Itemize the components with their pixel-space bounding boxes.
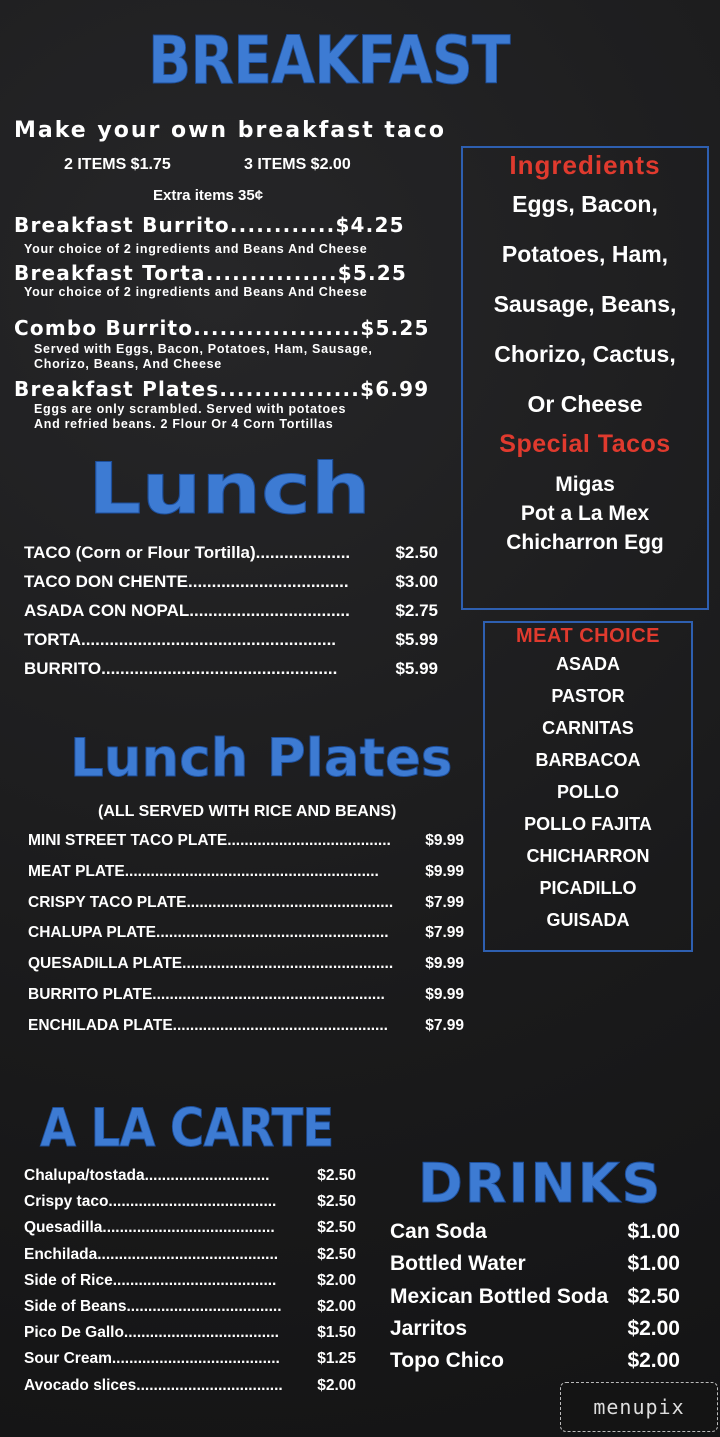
lunch-item: TACO (Corn or Flour Tortilla).................... $2.50 (24, 543, 438, 562)
special-tacos-title: Special Tacos (499, 430, 671, 458)
ingredient-line: Eggs, Bacon, (512, 191, 658, 217)
ingredients-title: Ingredients (509, 150, 661, 180)
a-la-carte-title: A LA CARTE (40, 1098, 334, 1159)
breakfast-item-burrito: Breakfast Burrito............$4.25 (14, 213, 405, 237)
drink-item: Bottled Water $1.00 (390, 1252, 680, 1276)
special-taco: Migas (555, 473, 615, 496)
lunch-plate-item: ENCHILADA PLATE.................................................. $7.99 (28, 1016, 464, 1034)
lunch-plates-title: Lunch Plates (70, 728, 453, 789)
drinks-title: DRINKS (418, 1152, 663, 1215)
ingredient-line: Sausage, Beans, (493, 291, 677, 317)
breakfast-item-combo: Combo Burrito...................$5.25 (14, 316, 430, 340)
lunch-plates-note: (ALL SERVED WITH RICE AND BEANS) (98, 803, 397, 820)
lunch-item: TORTA...................................................... $5.99 (24, 630, 438, 649)
ingredients-box (461, 146, 709, 610)
drink-item: Jarritos $2.00 (390, 1316, 680, 1340)
ingredient-line: Chorizo, Cactus, (494, 341, 676, 367)
meat-item: ASADA (555, 654, 620, 674)
lunch-title: Lunch (88, 448, 371, 530)
a-la-carte-item: Chalupa/tostada............................. $2.50 (24, 1167, 356, 1184)
drinks-list (390, 1220, 680, 1381)
breakfast-taco-heading: Make your own breakfast taco (14, 118, 446, 143)
lunch-plate-item: QUESADILLA PLATE................................................. $9.99 (28, 955, 464, 973)
lunch-plate-item: CRISPY TACO PLATE................................................ $7.99 (28, 893, 464, 911)
breakfast-item-desc: Your choice of 2 ingredients and Beans And Cheese (24, 285, 368, 299)
lunch-plate-item: MEAT PLATE........................................................... $9.99 (28, 862, 464, 880)
ingredient-line: Or Cheese (527, 391, 643, 417)
drink-item: Topo Chico $2.00 (390, 1349, 680, 1373)
meat-item: PASTOR (551, 686, 625, 706)
two-items-price: 2 ITEMS $1.75 (64, 156, 171, 173)
lunch-plate-item: BURRITO PLATE...................................................... $9.99 (28, 985, 464, 1003)
meat-item: BARBACOA (535, 750, 641, 770)
breakfast-item-torta: Breakfast Torta...............$5.25 (14, 261, 407, 285)
a-la-carte-item: Side of Rice...................................... $2.00 (24, 1271, 356, 1289)
watermark-text: menupix (593, 1395, 685, 1419)
meat-item: POLLO FAJITA (524, 814, 652, 834)
menupix-watermark (560, 1382, 718, 1432)
a-la-carte-item: Sour Cream....................................... $1.25 (24, 1350, 356, 1368)
a-la-carte-item: Avocado slices.................................. $2.00 (24, 1376, 356, 1394)
lunch-plates-list (28, 832, 464, 1048)
meat-choice-title: MEAT CHOICE (515, 625, 660, 647)
three-items-price: 3 ITEMS $2.00 (244, 156, 351, 173)
meat-item: PICADILLO (539, 878, 637, 898)
breakfast-item-plates: Breakfast Plates................$6.99 (14, 377, 430, 401)
special-taco: Pot a La Mex (520, 502, 650, 525)
special-taco: Chicharron Egg (506, 531, 664, 554)
breakfast-item-desc: Eggs are only scrambled. Served with potatoes (34, 402, 347, 416)
a-la-carte-item: Side of Beans.................................... $2.00 (24, 1297, 356, 1315)
extra-items-price: Extra items 35¢ (153, 187, 264, 204)
breakfast-item-desc: And refried beans. 2 Flour Or 4 Corn Tortillas (34, 417, 334, 431)
meat-choice-box (483, 621, 693, 952)
lunch-item: BURRITO.................................................. $5.99 (24, 659, 438, 678)
lunch-item: ASADA CON NOPAL.................................. $2.75 (24, 601, 438, 620)
breakfast-title: BREAKFAST (148, 22, 510, 99)
ingredient-line: Potatoes, Ham, (501, 241, 669, 267)
a-la-carte-list (24, 1167, 356, 1403)
meat-item: CARNITAS (542, 718, 634, 738)
lunch-list (24, 543, 438, 688)
a-la-carte-item: Enchilada.......................................... $2.50 (24, 1245, 356, 1263)
meat-item: GUISADA (546, 910, 630, 930)
meat-item: POLLO (557, 782, 619, 802)
a-la-carte-item: Crispy taco....................................... $2.50 (24, 1193, 356, 1211)
breakfast-item-desc: Your choice of 2 ingredients and Beans And Cheese (24, 242, 368, 256)
breakfast-item-desc: Chorizo, Beans, And Cheese (34, 357, 222, 371)
a-la-carte-item: Pico De Gallo.................................... $1.50 (24, 1324, 356, 1342)
lunch-item: TACO DON CHENTE.................................. $3.00 (24, 572, 438, 591)
breakfast-item-desc: Served with Eggs, Bacon, Potatoes, Ham, Sausage, (34, 342, 373, 356)
lunch-plate-item: MINI STREET TACO PLATE...................................... $9.99 (28, 832, 464, 849)
a-la-carte-item: Quesadilla........................................ $2.50 (24, 1219, 356, 1237)
drink-item: Can Soda $1.00 (390, 1220, 680, 1243)
drink-item: Mexican Bottled Soda $2.50 (390, 1284, 680, 1308)
meat-item: CHICHARRON (526, 846, 650, 866)
lunch-plate-item: CHALUPA PLATE...................................................... $7.99 (28, 924, 464, 942)
